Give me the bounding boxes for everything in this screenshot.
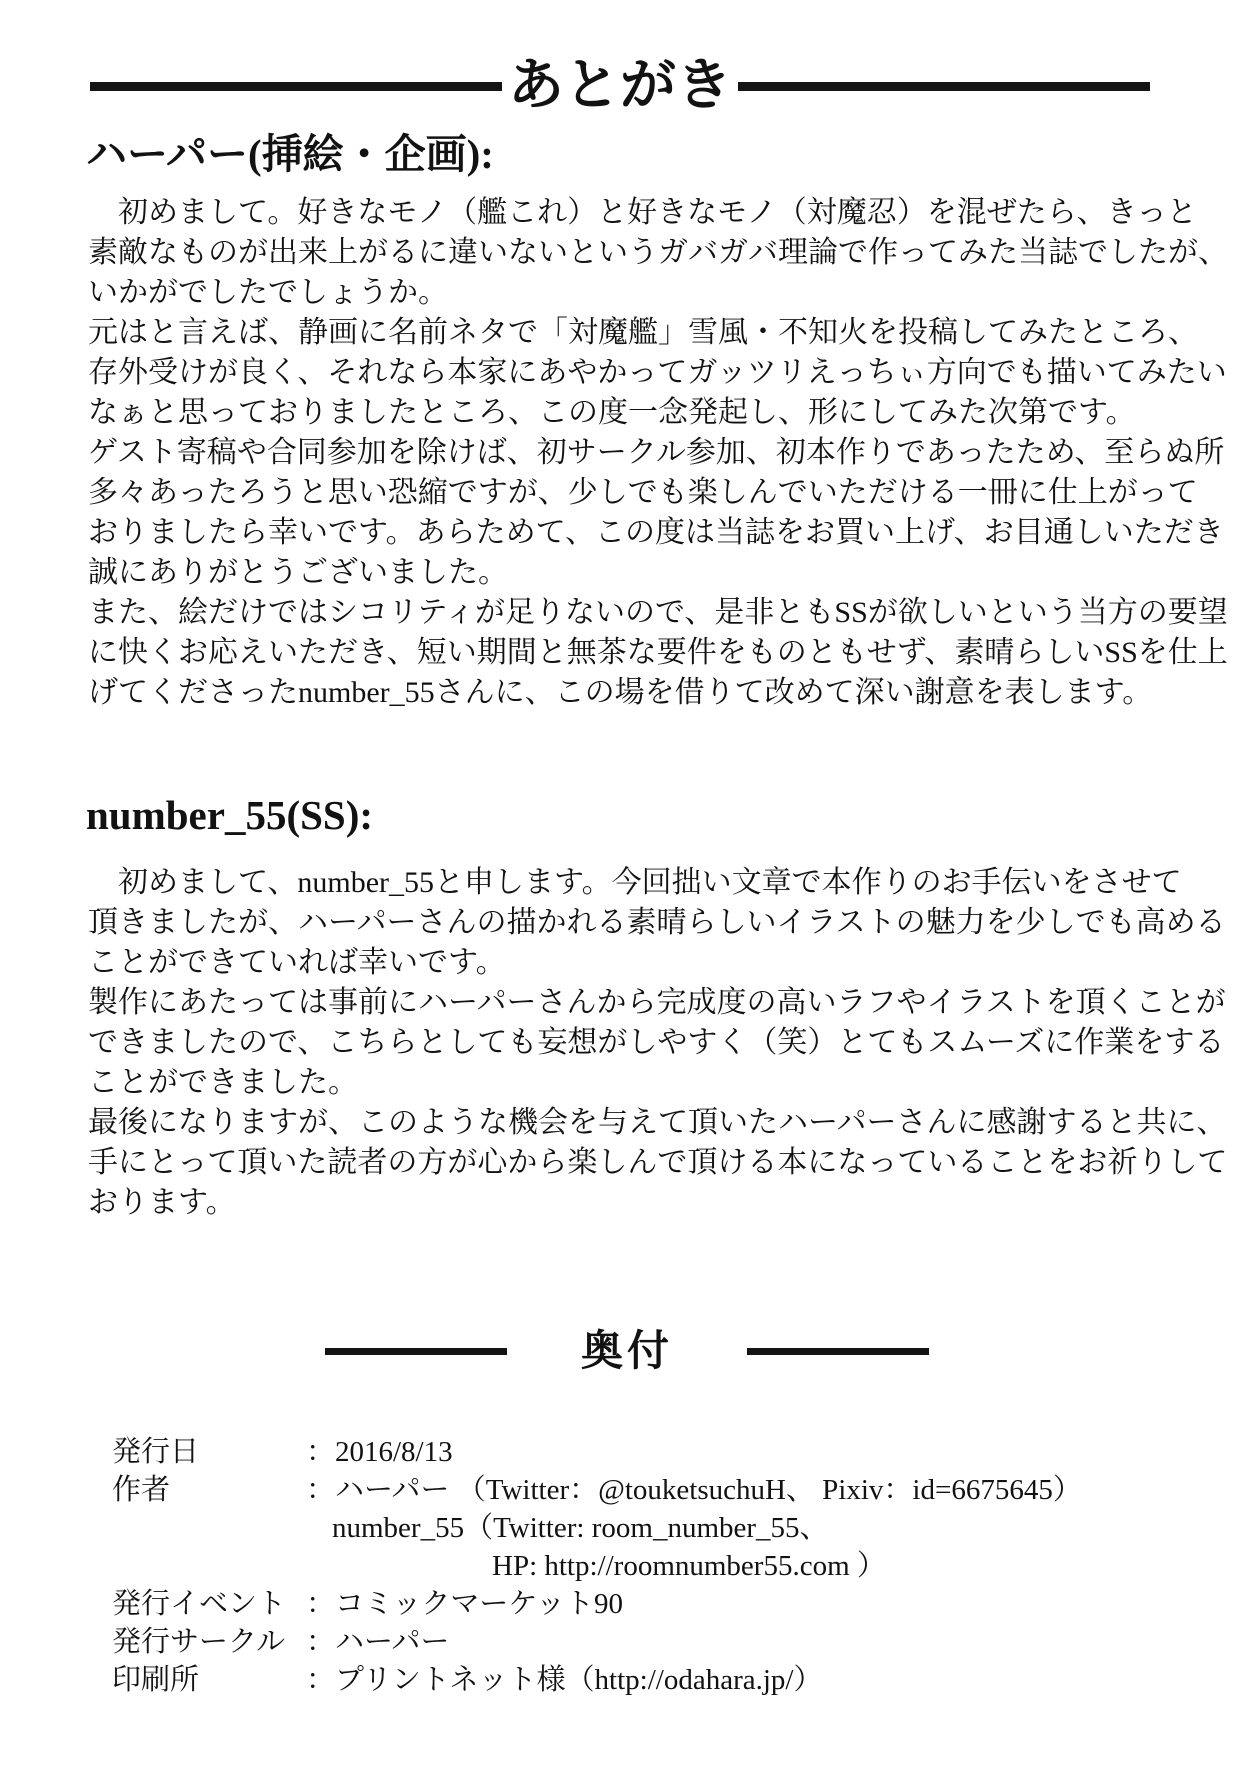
colophon-label: 発行日 [112,1435,200,1468]
section-heading-harper: ハーパー(挿絵・企画): [86,131,494,177]
paragraph-line: いかがでしたでしょうか。 [88,276,448,310]
colophon-row [112,1547,1214,1585]
paragraph-line: 多々あったろうと思い恐縮ですが、少しでも楽しんでいただける一冊に仕上がって [88,476,1198,510]
paragraph-line: 頂きましたが、ハーパーさんの描かれる素晴らしいイラストの魅力を少しでも高める [88,905,1226,939]
paragraph-line: 初めまして、number_55と申します。今回拙い文章で本作りのお手伝いをさせて [88,865,1182,899]
paragraph-line: げてくださったnumber_55さんに、この場を借りて改めて深い謝意を表します。 [88,676,1153,710]
colophon-label [112,1547,306,1585]
colophon-value: number_55（Twitter: room_number_55、 [332,1511,829,1544]
paragraph-line: 素敵なものが出来上がるに違いないというガバガバ理論で作ってみた当誌でしたが、 [88,236,1228,270]
colophon-label [112,1509,306,1547]
colophon-value: ：2016/8/13 [306,1435,453,1468]
paragraph-line: ゲスト寄稿や合同参加を除けば、初サークル参加、初本作りであったため、至らぬ所 [88,436,1225,470]
page-title: あとがき [508,55,732,117]
colophon-row [112,1661,1214,1699]
colophon-row [112,1433,1214,1471]
paragraph-line: 最後になりますが、このような機会を与えて頂いたハーパーさんに感謝すると共に、 [88,1105,1227,1139]
paragraph-line: ことができていれば幸いです。 [88,945,506,979]
paragraph-line: 初めまして。好きなモノ（艦これ）と好きなモノ（対魔忍）を混ぜたら、きっと [88,196,1197,230]
section-harper-paragraph [88,193,1228,713]
colophon-title: 奥付 [580,1328,673,1375]
paragraph-line: に快くお応えいただき、短い期間と無茶な要件をものともせず、素晴らしいSSを仕上 [88,636,1228,670]
colophon-value: HP: http://roomnumber55.com ） [492,1549,886,1582]
paragraph-line: できましたので、こちらとしても妄想がしやすく（笑）とてもスムーズに作業をする [88,1025,1225,1059]
colophon-label: 作者 [112,1473,171,1506]
paragraph-line: 手にとって頂いた読者の方が心から楽しんで頂ける本になっていることをお祈りして [88,1145,1228,1179]
colophon-value: ：プリントネット様（http://odahara.jp/） [306,1663,823,1696]
colophon-row [112,1471,1214,1509]
colophon-rule-right [747,1348,929,1355]
colophon-row [112,1623,1214,1661]
title-rule-right [738,82,1150,91]
colophon-label: 印刷所 [112,1663,200,1696]
paragraph-line: ことができました。 [88,1065,358,1099]
colophon-value: ：コミックマーケット90 [306,1587,623,1620]
paragraph-line: なぁと思っておりましたところ、この度一念発起し、形にしてみた次第です。 [88,396,1136,430]
colophon-row [112,1509,1214,1547]
colophon-label: 発行サークル [112,1625,286,1658]
paragraph-line: おりましたら幸いです。あらためて、この度は当誌をお買い上げ、お目通しいただき [88,516,1224,550]
colophon-label: 発行イベント [112,1587,287,1620]
paragraph-line: 元はと言えば、静画に名前ネタで「対魔艦」雪風・不知火を投稿してみたところ、 [88,316,1198,350]
section-heading-number55: number_55(SS): [86,792,374,839]
colophon-rule-left [325,1348,507,1355]
afterword-title-row [90,55,1150,117]
paragraph-line: 製作にあたっては事前にハーパーさんから完成度の高いラフやイラストを頂くことが [88,985,1226,1019]
title-rule-left [90,82,502,91]
colophon-title-row [0,1327,1254,1377]
colophon-value: ：ハーパー [306,1625,450,1658]
colophon-value: ：ハーパー （Twitter：@touketsuchuH、 Pixiv：id=6675645） [306,1473,1082,1506]
paragraph-line: 誠にありがとうございました。 [88,556,508,590]
colophon [112,1433,1214,1699]
paragraph-line: また、絵だけではシコリティが足りないので、是非ともSSが欲しいという当方の要望 [88,596,1228,630]
paragraph-line: おります。 [88,1185,236,1219]
paragraph-line: 存外受けが良く、それなら本家にあやかってガッツリえっちぃ方向でも描いてみたい [88,356,1227,390]
colophon-row [112,1585,1214,1623]
section-number55-paragraph [88,863,1228,1223]
